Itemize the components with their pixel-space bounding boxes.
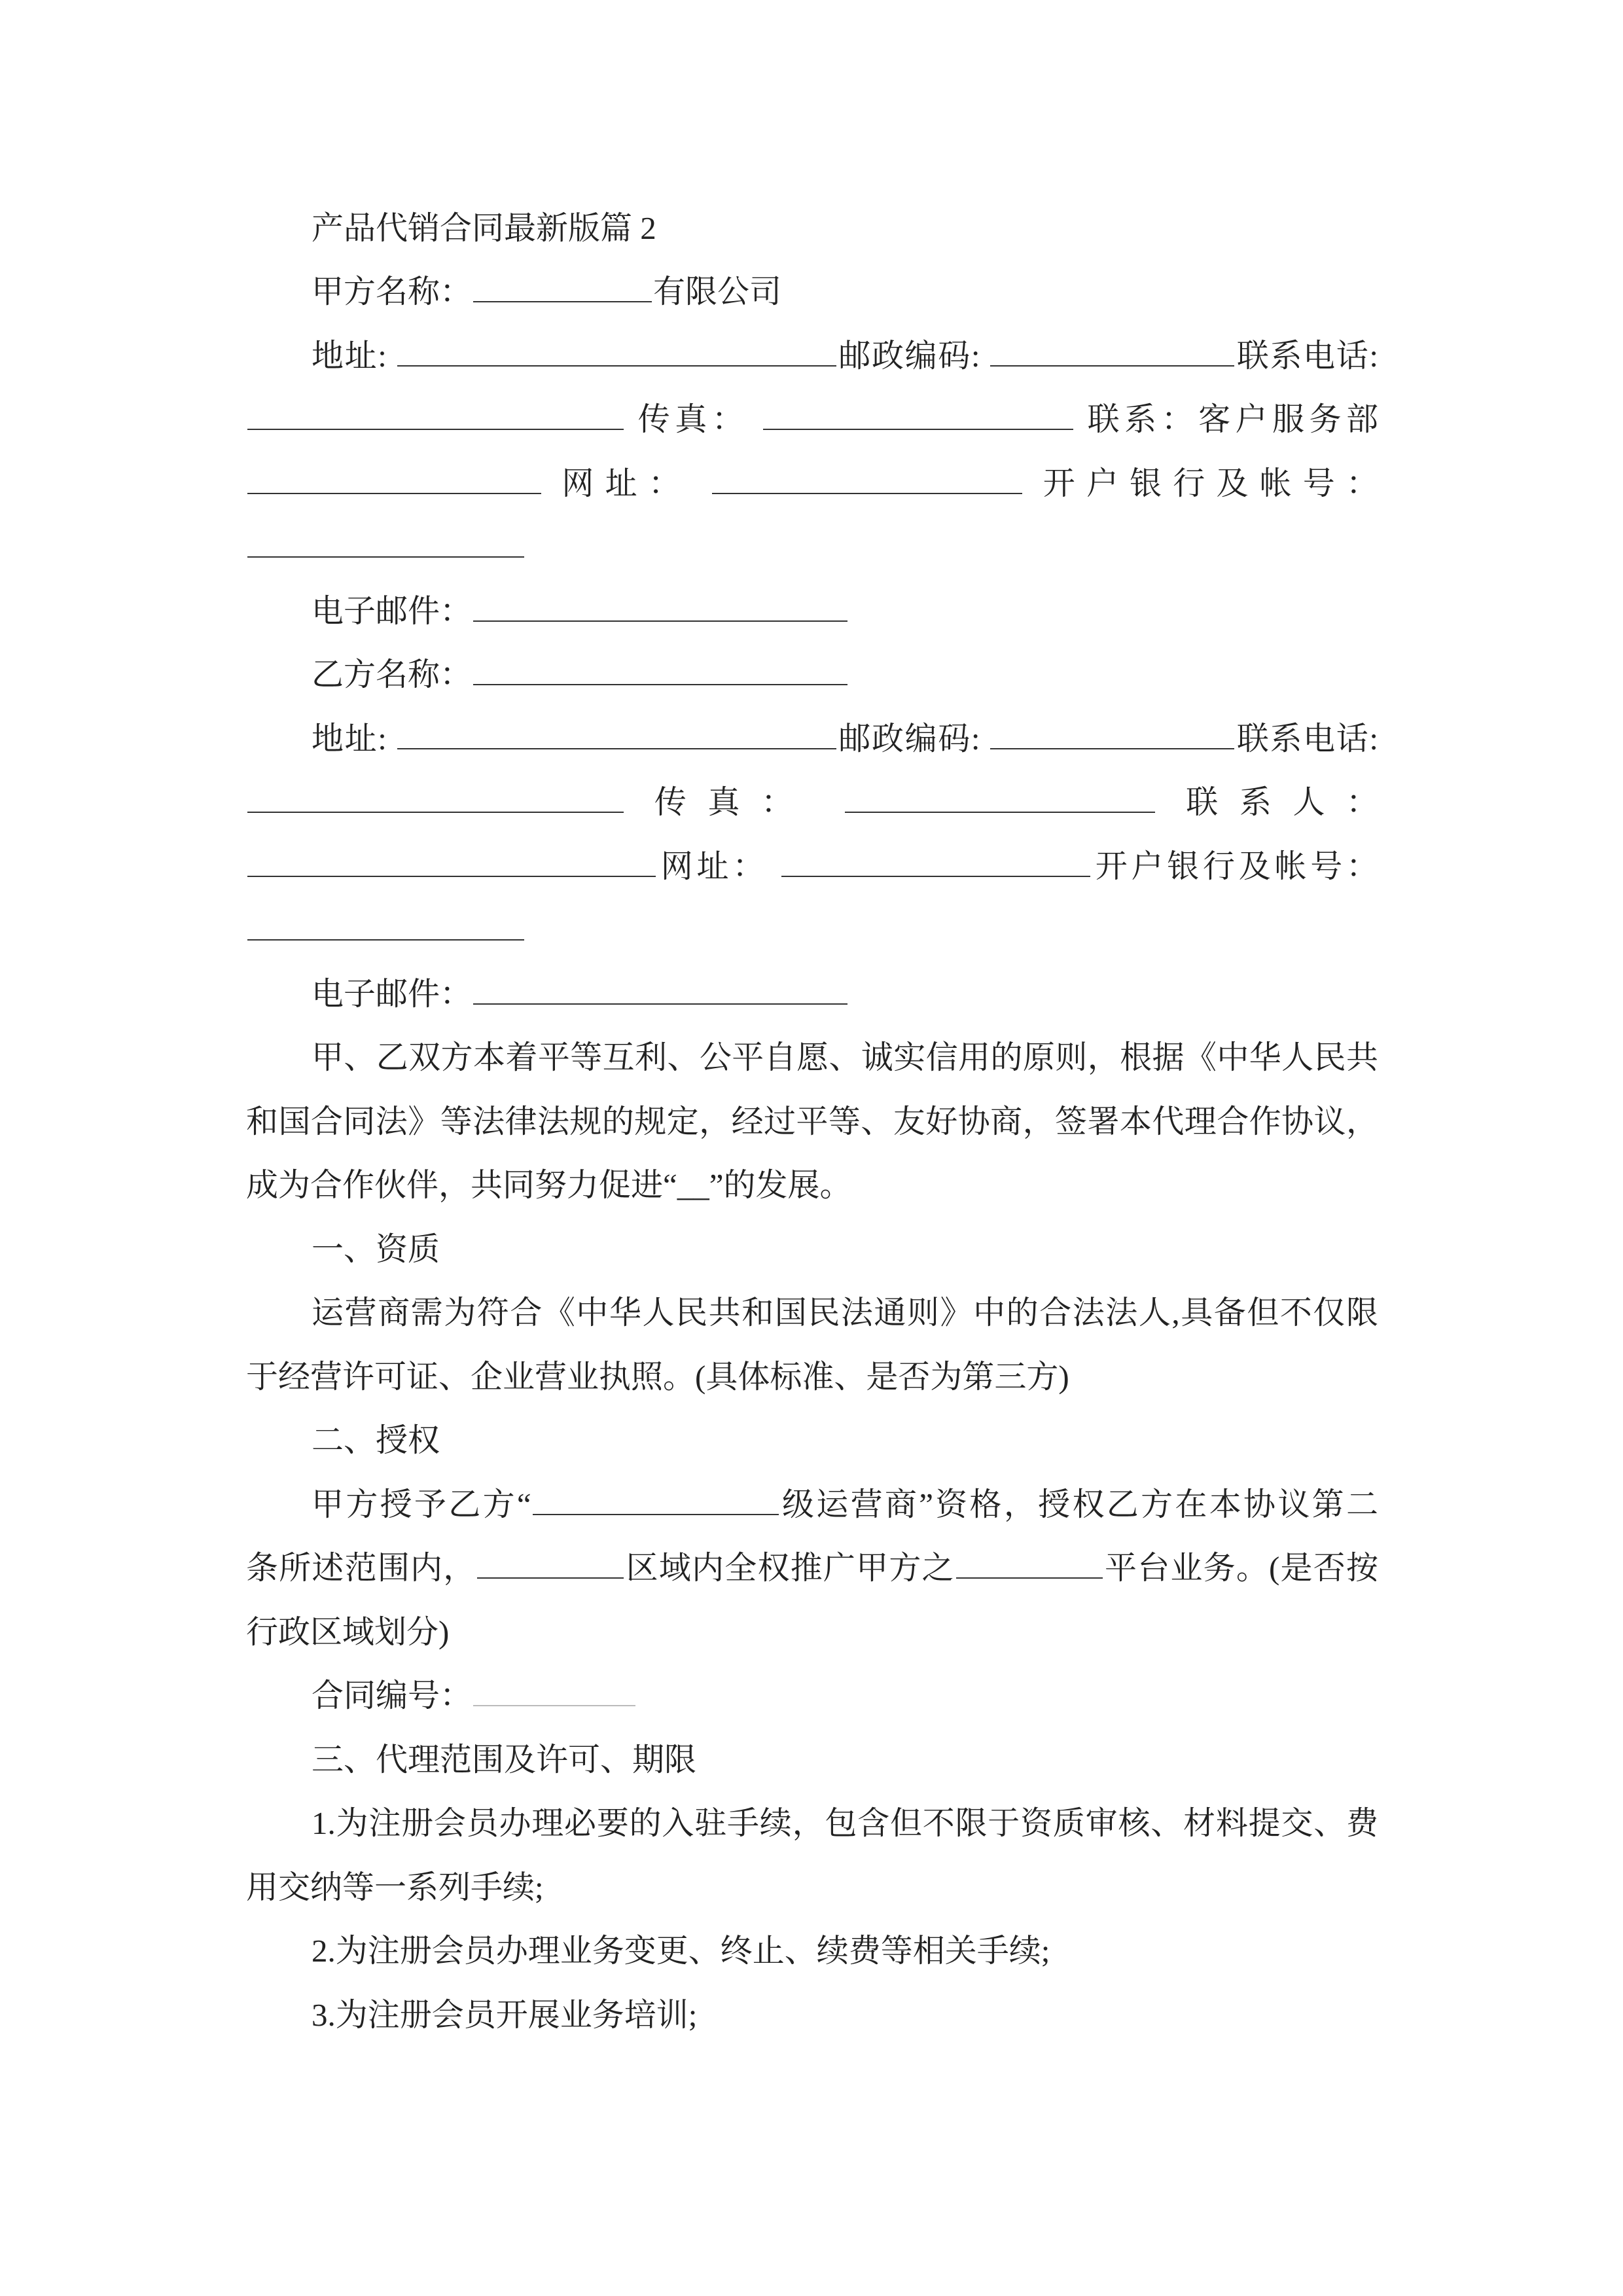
party-a-contact-field[interactable] — [247, 492, 541, 494]
party-a-name-line — [246, 260, 1378, 324]
label: 开户银行及帐号： — [1092, 848, 1378, 884]
document-title: 产品代销合同最新版篇 2 — [312, 210, 656, 246]
label: 平台业务。(是否按 — [1103, 1550, 1378, 1586]
label: 甲方授予乙方“ — [312, 1486, 531, 1522]
party-a-fax-field[interactable] — [763, 428, 1073, 430]
list-item: 3.为注册会员开展业务培训; — [312, 1997, 698, 2033]
label: 联系电话: — [1236, 338, 1379, 374]
list-item: 用交纳等一系列手续; — [246, 1869, 544, 1905]
party-b-email-field[interactable] — [473, 1003, 847, 1005]
platform-field[interactable] — [956, 1577, 1103, 1579]
label: 合同编号： — [312, 1677, 473, 1713]
party-b-fax-line — [246, 770, 1378, 834]
preamble-line: 和国合同法》等法律法规的规定，经过平等、友好协商，签署本代理合作协议， — [246, 1103, 1378, 1139]
contract-number-line — [246, 1664, 1378, 1728]
preamble-line: 成为合作伙伴，共同努力促进“__”的发展。 — [246, 1167, 852, 1203]
party-a-email-field[interactable] — [473, 620, 847, 622]
party-b-contact-field[interactable] — [247, 875, 656, 877]
label: 网址： — [562, 465, 692, 501]
label: 传真： — [637, 401, 749, 437]
label: 联系人： — [1186, 784, 1379, 820]
party-b-phone-field[interactable] — [247, 811, 624, 813]
party-b-name-field[interactable] — [473, 683, 847, 685]
authorization-line — [246, 1473, 1378, 1537]
party-a-website-field[interactable] — [712, 492, 1022, 494]
party-b-fax-field[interactable] — [845, 811, 1155, 813]
label: 邮政编码: — [837, 721, 980, 757]
label: 甲方名称： — [312, 274, 473, 310]
label: 传真： — [654, 784, 815, 820]
party-a-email-line — [246, 579, 1378, 643]
label: 条所述范围内， — [246, 1550, 476, 1586]
paragraph-line: 行政区域划分) — [246, 1614, 450, 1650]
party-b-name-line — [246, 643, 1378, 707]
label: 乙方名称： — [312, 656, 473, 692]
party-a-address-line — [246, 324, 1378, 388]
label: 开户银行及帐号： — [1043, 465, 1378, 501]
region-field[interactable] — [477, 1577, 624, 1579]
label: 联系电话: — [1236, 721, 1379, 757]
section-heading: 二、授权 — [312, 1422, 440, 1458]
party-a-name-field[interactable] — [473, 300, 652, 302]
label: 地址: — [312, 338, 387, 374]
section-heading: 三、代理范围及许可、期限 — [312, 1742, 697, 1778]
label: 级运营商”资格，授权乙方在本协议第二 — [779, 1486, 1378, 1522]
authorization-line — [246, 1536, 1378, 1600]
party-b-bank-field[interactable] — [247, 939, 524, 941]
party-a-website-line — [246, 452, 1378, 516]
section-heading: 一、资质 — [312, 1231, 440, 1267]
party-b-postcode-field[interactable] — [990, 747, 1234, 749]
party-a-bank-line — [246, 515, 1378, 579]
label: 联系：客户服务部 — [1087, 401, 1378, 437]
label: 区域内全权推广甲方之 — [625, 1550, 955, 1586]
contract-number-field[interactable] — [473, 1704, 635, 1706]
operator-level-field[interactable] — [533, 1513, 779, 1515]
party-a-bank-field[interactable] — [247, 556, 524, 558]
party-a-postcode-field[interactable] — [990, 365, 1234, 367]
party-a-address-field[interactable] — [397, 365, 836, 367]
party-b-bank-line — [246, 898, 1378, 962]
label: 电子邮件： — [312, 976, 473, 1012]
label: 有限公司 — [653, 274, 782, 310]
party-b-address-field[interactable] — [397, 747, 836, 749]
label: 邮政编码: — [837, 338, 980, 374]
party-a-phone-field[interactable] — [247, 428, 624, 430]
list-item: 1.为注册会员办理必要的入驻手续，包含但不限于资质审核、材料提交、费 — [312, 1805, 1378, 1841]
party-b-website-line — [246, 834, 1378, 899]
party-b-email-line — [246, 962, 1378, 1026]
paragraph-line: 于经营许可证、企业营业执照。(具体标准、是否为第三方) — [246, 1359, 1069, 1395]
list-item: 2.为注册会员办理业务变更、终止、续费等相关手续; — [312, 1933, 1050, 1969]
party-b-website-field[interactable] — [781, 875, 1090, 877]
preamble-line: 甲、乙双方本着平等互利、公平自愿、诚实信用的原则，根据《中华人民共 — [312, 1039, 1378, 1075]
paragraph-line: 运营商需为符合《中华人民共和国民法通则》中的合法法人,具备但不仅限 — [312, 1295, 1378, 1331]
label: 地址: — [312, 721, 387, 757]
party-b-address-line — [246, 707, 1378, 771]
label: 网址： — [657, 848, 768, 884]
party-a-fax-line — [246, 387, 1378, 452]
label: 电子邮件： — [312, 593, 473, 629]
